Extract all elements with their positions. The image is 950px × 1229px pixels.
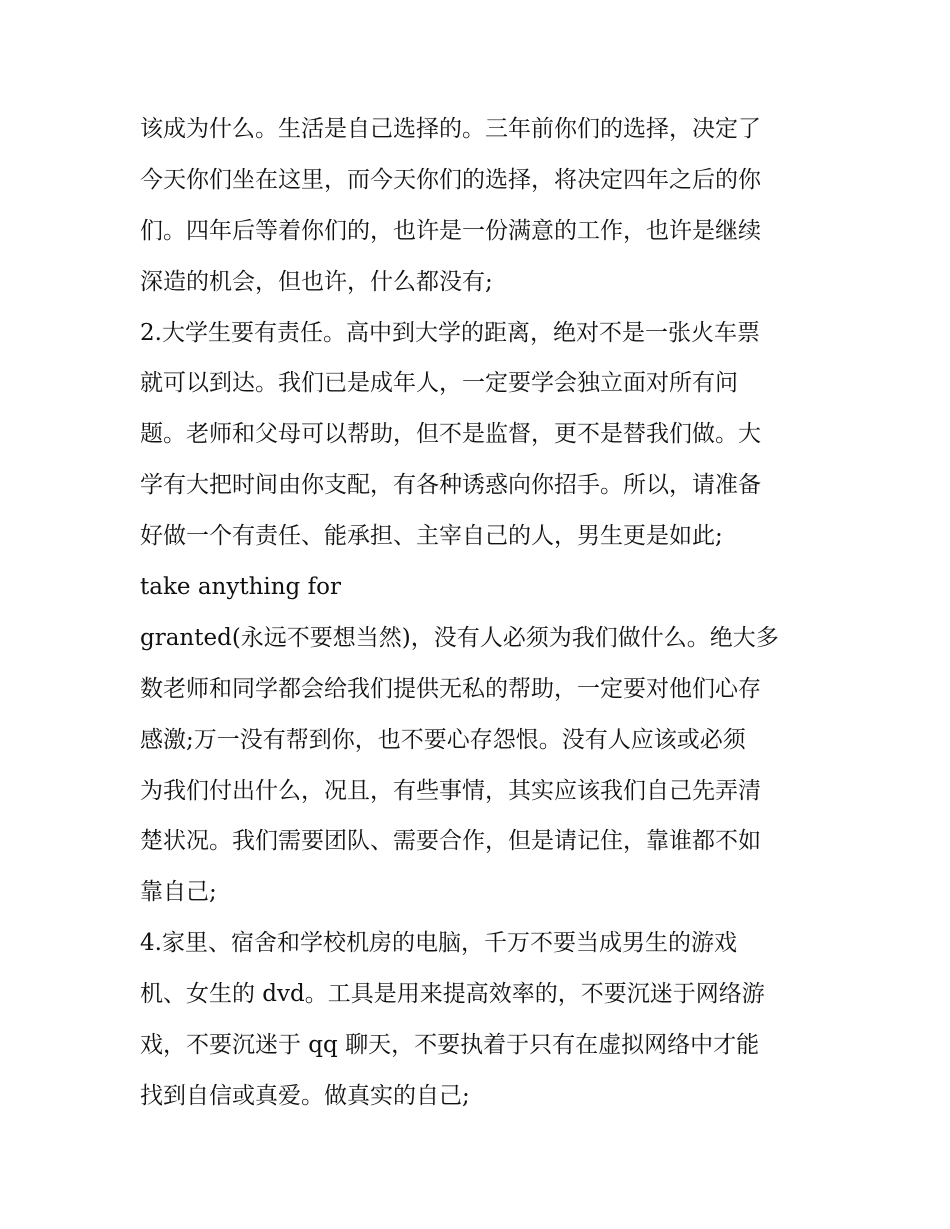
text-line: 靠自己; xyxy=(140,879,217,906)
text-line: 今天你们坐在这里，而今天你们的选择，将决定四年之后的你 xyxy=(140,166,761,193)
text-line: 该成为什么。生活是自己选择的。三年前你们的选择，决定了 xyxy=(140,116,761,142)
text-line: 2.大学生要有责任。高中到大学的距离，绝对不是一张火车票 xyxy=(140,319,760,346)
text-line: 4.家里、宿舍和学校机房的电脑，千万不要当成男生的游戏 xyxy=(140,930,737,957)
text-line: 深造的机会，但也许，什么都没有; xyxy=(140,268,493,295)
text-line: 学有大把时间由你支配，有各种诱惑向你招手。所以，请准备 xyxy=(140,472,761,499)
body-text xyxy=(140,104,820,1122)
text-line: 感激;万一没有帮到你，也不要心存怨恨。没有人应该或必须 xyxy=(140,726,746,753)
text-line: 就可以到达。我们已是成年人，一定要学会独立面对所有问 xyxy=(140,370,738,397)
text-line: 们。四年后等着你们的，也许是一份满意的工作，也许是继续 xyxy=(140,217,761,244)
text-line: 找到自信或真爱。做真实的自己; xyxy=(140,1082,470,1109)
text-line: take anything for xyxy=(140,574,341,601)
text-line: 题。老师和父母可以帮助，但不是监督，更不是替我们做。大 xyxy=(140,421,761,448)
text-line: 数老师和同学都会给我们提供无私的帮助，一定要对他们心存 xyxy=(140,675,761,702)
text-line: 好做一个有责任、能承担、主宰自己的人，男生更是如此; xyxy=(140,523,723,550)
text-line: 戏，不要沉迷于 qq 聊天，不要执着于只有在虚拟网络中才能 xyxy=(140,1032,760,1059)
text-line: 为我们付出什么，况且，有些事情，其实应该我们自己先弄清 xyxy=(140,777,761,804)
text-line: granted(永远不要想当然)，没有人必须为我们做什么。绝大多 xyxy=(140,624,779,651)
text-line: 楚状况。我们需要团队、需要合作，但是请记住，靠谁都不如 xyxy=(140,828,761,855)
text-line: 机、女生的 dvd。工具是用来提高效率的，不要沉迷于网络游 xyxy=(140,981,765,1008)
